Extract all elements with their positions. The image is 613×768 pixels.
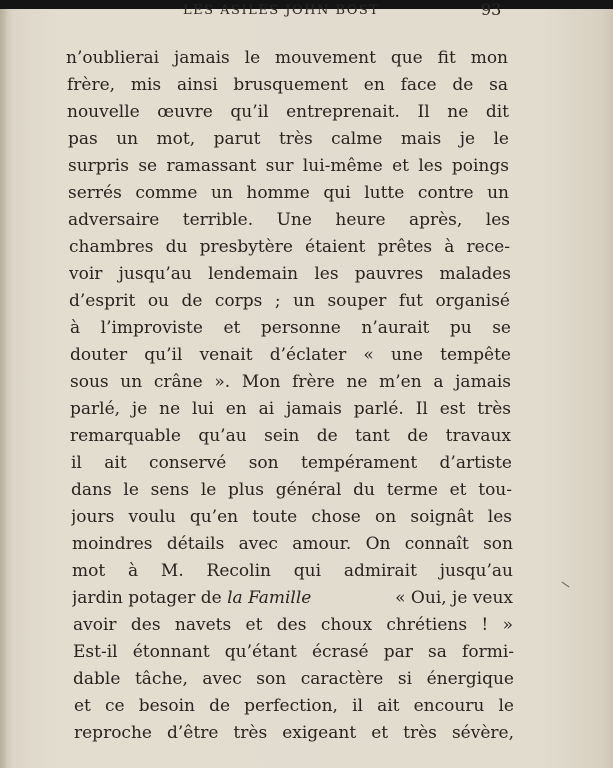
running-head: LES ASILES JOHN BOST [183, 3, 380, 18]
text-line: parlé, je ne lui en ai jamais parlé. Il est très [70, 399, 511, 419]
page-number: 93 [481, 0, 502, 19]
text-line: d’esprit ou de corps ; un souper fut organisé [69, 291, 510, 311]
text-line: frère, mis ainsi brusquement en face de sa [67, 75, 508, 95]
text-line: Est-il étonnant qu’étant écrasé par sa formi- [73, 642, 514, 662]
text-line: voir jusqu’au lendemain les pauvres malades [69, 264, 511, 284]
text-line: remarquable qu’au sein de tant de travaux [70, 426, 511, 446]
text-line: chambres du presbytère étaient prêtes à rece- [69, 237, 510, 257]
text-line: et ce besoin de perfection, il ait encouru le [74, 696, 514, 716]
text-line: il ait conservé son tempérament d’artiste [71, 453, 512, 473]
text-line: reproche d’être très exigeant et très sévère, [74, 723, 514, 743]
line-tail: « Oui, je veux [389, 588, 513, 608]
text-line: moindres détails avec amour. On connaît son [72, 534, 513, 554]
text-line: pas un mot, parut très calme mais je le [68, 129, 509, 149]
journal-title: la Famille [227, 588, 312, 608]
text-line: avoir des navets et des choux chrétiens ! » [73, 615, 513, 635]
text-line: à l’improviste et personne n’aurait pu se [70, 318, 511, 338]
text-line: adversaire terrible. Une heure après, les [68, 210, 510, 230]
text-line: dans le sens le plus général du terme et tou- [71, 480, 512, 500]
text-line: dable tâche, avec son caractère si énergique [73, 669, 514, 689]
text-line: jours voulu qu’en toute chose on soignât les [71, 507, 512, 527]
line-lead: jardin potager de [72, 588, 228, 608]
text-line: n’oublierai jamais le mouvement que fit mon [66, 48, 508, 68]
text-line: sous un crâne ». Mon frère ne m’en a jamais [70, 372, 511, 392]
text-line: serrés comme un homme qui lutte contre un [68, 183, 509, 203]
text-line: mot à M. Recolin qui admirait jusqu’au [72, 561, 513, 581]
text-line: nouvelle œuvre qu’il entreprenait. Il ne dit [67, 102, 509, 122]
text-line-with-italic [72, 588, 513, 608]
text-line: douter qu’il venait d’éclater « une tempête [70, 345, 511, 365]
text-line: surpris se ramassant sur lui-même et les poings [68, 156, 509, 176]
